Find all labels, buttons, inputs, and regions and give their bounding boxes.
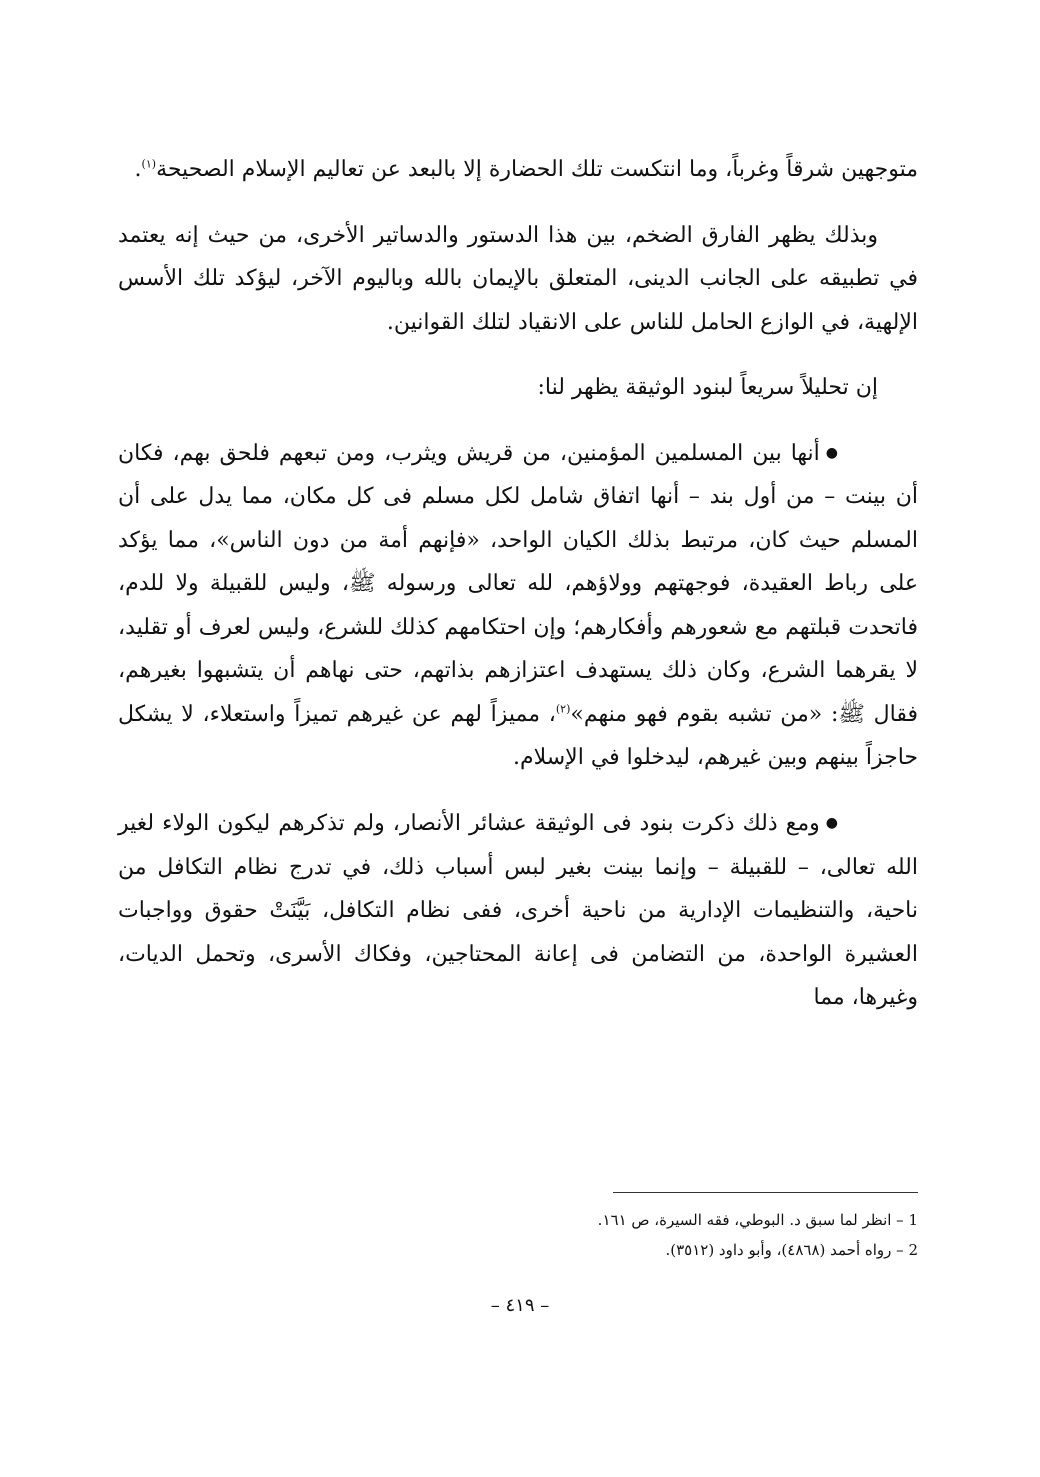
main-text [118, 148, 918, 1042]
page-number: – ٤١٩ – [490, 1295, 550, 1316]
paragraph-3: إن تحليلاً سريعاً لبنود الوثيقة يظهر لنا: [537, 375, 878, 400]
footnote-ref-1[interactable]: (١) [141, 157, 157, 171]
footnote-divider [613, 1192, 918, 1193]
paragraph-1-text: متوجهين شرقاً وغرباً، وما انتكست تلك الحضارة إلا بالبعد عن تعاليم الإسلام الصحيحة [156, 157, 918, 182]
paragraph-2: وبذلك يظهر الفارق الضخم، بين هذا الدستور والدساتير الأخرى، من حيث إنه يعتمد في تطبيقه على الجانب الدينى، المتعلق بالإيمان بالله وباليوم الآخر، ليؤكد تلك الأسس الإلهية، في الوازع الحامل للناس على الانقياد لتلك القوانين. [118, 222, 918, 335]
paragraph-1-end: . [134, 157, 142, 182]
footnote-1: 1 – انظر لما سبق د. البوطي، فقه السيرة، ص ١٦١. [597, 1211, 918, 1229]
paragraph-5-text: ومع ذلك ذكرت بنود فى الوثيقة عشائر الأنصار، ولم تذكرهم ليكون الولاء لغير الله تعالى، – للقبيلة – وإنما بينت بغير لبس أسباب ذلك، في تدرج نظام التكافل من ناحية، والتنظيمات الإدارية من ناحية أخرى، ففى نظام التكافل، بَيَّنَتْ حقوق وواجبات العشيرة الواحدة، من التضامن فى إعانة المحتاجين، وفكاك الأسرى، وتحمل الديات، وغيرها، مما [118, 810, 918, 1010]
footnotes [118, 1192, 918, 1265]
paragraph-5 [118, 802, 918, 1020]
paragraph-4 [118, 432, 918, 780]
bullet-icon: ● [825, 444, 838, 461]
footnote-ref-2[interactable]: (٢) [555, 702, 571, 716]
paragraph-1 [118, 148, 918, 192]
paragraph-4-text: أنها بين المسلمين المؤمنين، من قريش ويثرب، ومن تبعهم فلحق بهم، فكان أن بينت – من أول بند – أنها اتفاق شامل لكل مسلم فى كل مكان، مما يدل على أن المسلم حيث كان، مرتبط بذلك الكيان الواحد، «فإنهم أمة من دون الناس»، مما يؤكد على رباط العقيدة، فوجهتهم وولاؤهم، لله تعالى ورسوله ﷺ، وليس للقبيلة ولا للدم، فاتحدت قبلتهم مع شعورهم وأفكارهم؛ وإن احتكامهم كذلك للشرع، وليس لعرف أو تقليد، لا يقرهما الشرع، وكان ذلك يستهدف اعتزازهم بذاتهم، حتى نهاهم أن يتشبهوا بغيرهم، فقال ﷺ: «من تشبه بقوم فهو منهم» [118, 440, 918, 727]
paragraph-4-end: ، مميزاً لهم عن غيرهم تميزاً واستعلاء، لا يشكل حاجزاً بينهم وبين غيرهم، ليدخلوا في الإسلام. [118, 701, 918, 771]
footnote-2: 2 – رواه أحمد (٤٨٦٨)، وأبو داود (٣٥١٢). [665, 1241, 918, 1259]
bullet-icon: ● [825, 815, 838, 831]
